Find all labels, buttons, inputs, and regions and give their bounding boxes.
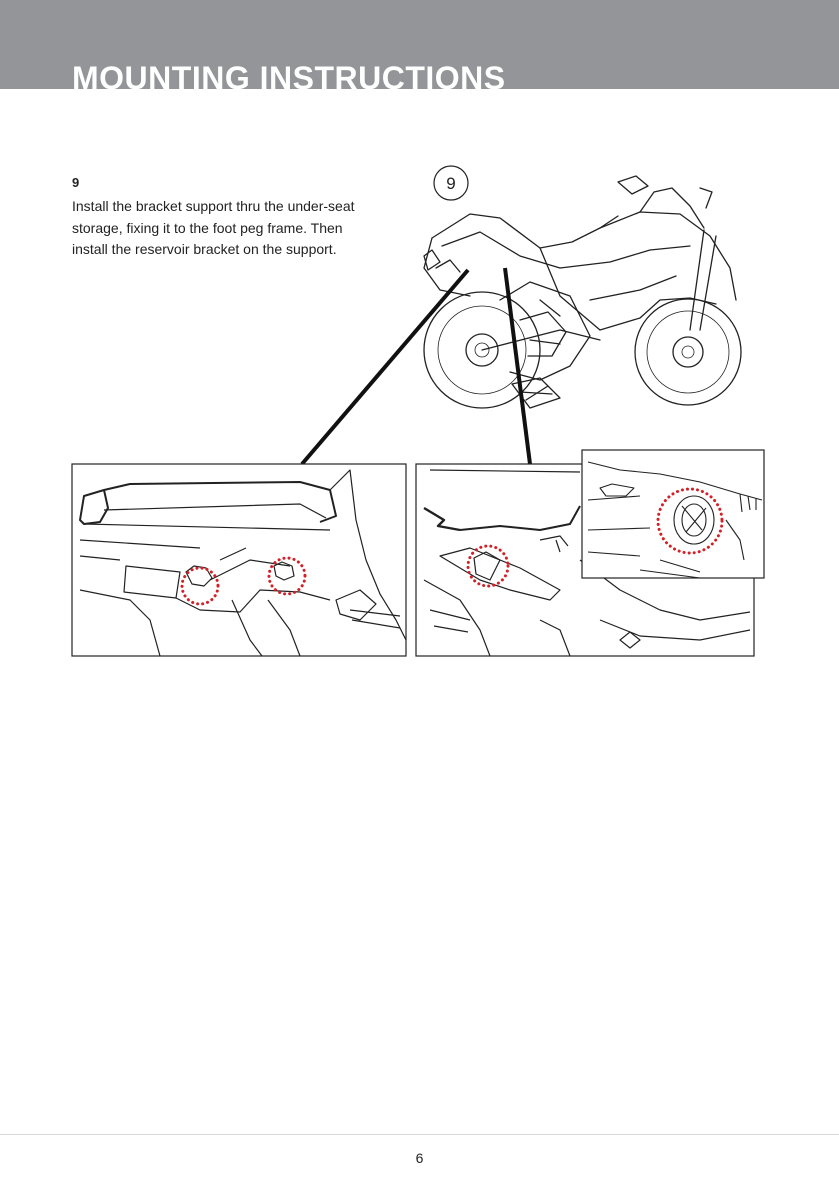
leader-line-left: [302, 270, 468, 464]
footer-divider: [0, 1134, 839, 1135]
step-text-line: Install the bracket support thru the under-seat: [72, 198, 355, 214]
page-number: 6: [415, 1150, 424, 1166]
step-text-line: install the reservoir bracket on the support.: [72, 241, 337, 257]
leader-line-right: [505, 268, 530, 464]
detail-panel-left: [72, 464, 406, 656]
page-title: MOUNTING INSTRUCTIONS: [72, 60, 506, 89]
step-number: 9: [72, 175, 80, 190]
detail-inset: [582, 450, 764, 578]
step-text-line: storage, fixing it to the foot peg frame. Then: [72, 219, 343, 236]
callout-label: 9: [446, 174, 456, 193]
motorcycle-drawing: [424, 176, 741, 408]
